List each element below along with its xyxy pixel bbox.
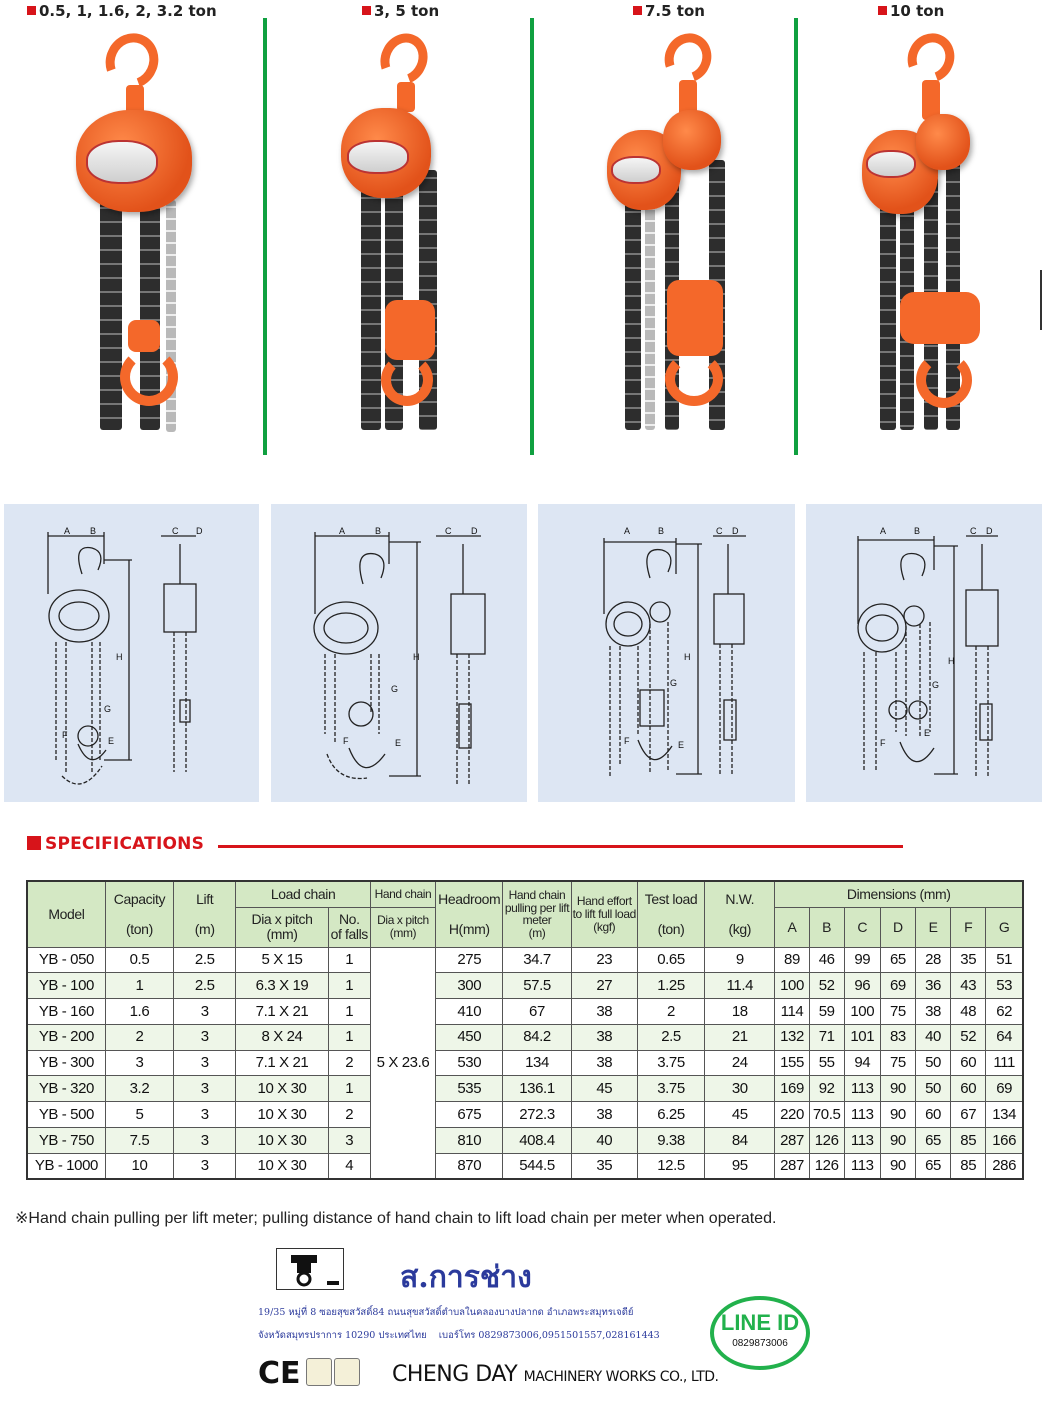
- product-label-1: 0.5, 1, 1.6, 2, 3.2 ton: [27, 2, 217, 20]
- svg-text:G: G: [932, 680, 940, 690]
- hoist-photo-small: [70, 30, 220, 435]
- cell-c: 101: [844, 1024, 880, 1050]
- cell-load_chain: 10 X 30: [236, 1076, 328, 1102]
- svg-text:D: D: [196, 526, 203, 536]
- cell-e: 60: [915, 1102, 950, 1128]
- cell-nw: 11.4: [705, 973, 775, 999]
- cell-a: 132: [775, 1024, 809, 1050]
- dimension-diagram-2: [271, 504, 527, 802]
- header-dim-a: A: [775, 907, 809, 947]
- cell-capacity: 3: [105, 1050, 173, 1076]
- header-dim-b: B: [809, 907, 844, 947]
- cell-a: 100: [775, 973, 809, 999]
- cell-test: 12.5: [637, 1153, 704, 1179]
- svg-text:H: H: [684, 652, 691, 662]
- cell-test: 3.75: [637, 1076, 704, 1102]
- cell-pulling: 272.3: [503, 1102, 571, 1128]
- cell-f: 85: [951, 1153, 986, 1179]
- cell-nw: 21: [705, 1024, 775, 1050]
- product-separator: [263, 18, 267, 455]
- cell-f: 60: [951, 1076, 986, 1102]
- cell-f: 67: [951, 1102, 986, 1128]
- cell-lift: 3: [174, 1050, 236, 1076]
- product-separator: [794, 18, 798, 455]
- cell-test: 6.25: [637, 1102, 704, 1128]
- cell-g: 111: [986, 1050, 1023, 1076]
- cell-e: 28: [915, 947, 950, 973]
- hoist-logo-icon: [277, 1249, 345, 1291]
- cell-test: 9.38: [637, 1128, 704, 1154]
- cell-g: 286: [986, 1153, 1023, 1179]
- hoist-photo-medium: [335, 30, 455, 435]
- cell-b: 46: [809, 947, 844, 973]
- diagram-svg-2: [271, 504, 527, 802]
- cell-c: 96: [844, 973, 880, 999]
- cell-b: 55: [809, 1050, 844, 1076]
- cell-e: 50: [915, 1050, 950, 1076]
- cell-g: 62: [986, 999, 1023, 1025]
- cell-d: 90: [880, 1153, 915, 1179]
- cell-c: 113: [844, 1153, 880, 1179]
- cell-headroom: 450: [436, 1024, 503, 1050]
- cell-f: 52: [951, 1024, 986, 1050]
- cell-model: YB - 1000: [27, 1153, 105, 1179]
- header-hand-chain: Hand chain: [370, 881, 435, 907]
- svg-text:H: H: [948, 656, 955, 666]
- diagram-svg-3: [538, 504, 795, 802]
- cell-effort: 38: [571, 1102, 637, 1128]
- address-line-2: จังหวัดสมุทรปราการ 10290 ประเทศไทย เบอร์โทร 0829873006,0951501557,028161443: [258, 1330, 660, 1341]
- specifications-table-body: [27, 947, 1023, 1179]
- cell-falls: 1: [328, 999, 370, 1025]
- svg-text:C: C: [172, 526, 179, 536]
- cell-lift: 2.5: [174, 973, 236, 999]
- cell-capacity: 3.2: [105, 1076, 173, 1102]
- red-square-icon: [27, 6, 36, 15]
- cell-pulling: 134: [503, 1050, 571, 1076]
- cell-lift: 2.5: [174, 947, 236, 973]
- header-headroom: Headroom H(mm): [436, 881, 503, 947]
- cell-a: 155: [775, 1050, 809, 1076]
- cell-lift: 3: [174, 1153, 236, 1179]
- cell-b: 71: [809, 1024, 844, 1050]
- cell-a: 287: [775, 1128, 809, 1154]
- header-nw: N.W. (kg): [705, 881, 775, 947]
- cell-d: 75: [880, 999, 915, 1025]
- cell-a: 287: [775, 1153, 809, 1179]
- dimension-diagram-1: [4, 504, 259, 802]
- ce-mark: CE: [258, 1356, 301, 1391]
- table-row: [27, 1050, 1023, 1076]
- svg-text:G: G: [391, 684, 399, 694]
- cell-test: 1.25: [637, 973, 704, 999]
- cell-load_chain: 5 X 15: [236, 947, 328, 973]
- cell-d: 69: [880, 973, 915, 999]
- table-row: [27, 1076, 1023, 1102]
- svg-text:A: A: [339, 526, 346, 536]
- cell-nw: 24: [705, 1050, 775, 1076]
- header-pulling: Hand chain pulling per lift meter (m): [503, 881, 571, 947]
- table-row: [27, 973, 1023, 999]
- cell-model: YB - 100: [27, 973, 105, 999]
- cell-headroom: 530: [436, 1050, 503, 1076]
- cell-model: YB - 300: [27, 1050, 105, 1076]
- cell-b: 52: [809, 973, 844, 999]
- address-line-1: 19/35 หมู่ที่ 8 ซอยสุขสวัสดิ์84 ถนนสุขสวัสดิ์ตำบลในคลองบางปลากด อำเภอพระสมุทรเจดีย์: [258, 1307, 634, 1318]
- svg-text:B: B: [375, 526, 382, 536]
- diagram-svg-4: [806, 504, 1042, 802]
- cell-lift: 3: [174, 1128, 236, 1154]
- cell-pulling: 408.4: [503, 1128, 571, 1154]
- cell-test: 0.65: [637, 947, 704, 973]
- svg-text:F: F: [62, 730, 68, 740]
- cell-g: 69: [986, 1076, 1023, 1102]
- cell-b: 126: [809, 1128, 844, 1154]
- cell-f: 35: [951, 947, 986, 973]
- cell-f: 85: [951, 1128, 986, 1154]
- cell-nw: 95: [705, 1153, 775, 1179]
- cell-falls: 2: [328, 1050, 370, 1076]
- cell-load_chain: 7.1 X 21: [236, 1050, 328, 1076]
- svg-text:G: G: [104, 704, 112, 714]
- cell-e: 36: [915, 973, 950, 999]
- cell-model: YB - 320: [27, 1076, 105, 1102]
- cell-capacity: 5: [105, 1102, 173, 1128]
- cell-g: 166: [986, 1128, 1023, 1154]
- header-model: Model: [27, 881, 105, 947]
- cell-c: 113: [844, 1128, 880, 1154]
- svg-text:D: D: [986, 526, 993, 536]
- cell-nw: 9: [705, 947, 775, 973]
- cell-capacity: 1: [105, 973, 173, 999]
- header-dimensions: Dimensions (mm): [775, 881, 1023, 907]
- svg-text:B: B: [90, 526, 97, 536]
- cell-model: YB - 750: [27, 1128, 105, 1154]
- company-name-thai: ส.การช่าง: [400, 1260, 532, 1295]
- red-square-icon: [362, 6, 371, 15]
- cell-effort: 45: [571, 1076, 637, 1102]
- cell-e: 40: [915, 1024, 950, 1050]
- cell-b: 70.5: [809, 1102, 844, 1128]
- cell-c: 94: [844, 1050, 880, 1076]
- manufacturer-name: CHENG DAY MACHINERY WORKS CO., LTD.: [392, 1362, 719, 1387]
- cell-b: 92: [809, 1076, 844, 1102]
- cell-capacity: 2: [105, 1024, 173, 1050]
- cell-effort: 38: [571, 1024, 637, 1050]
- cell-pulling: 67: [503, 999, 571, 1025]
- table-row: [27, 1153, 1023, 1179]
- cell-e: 50: [915, 1076, 950, 1102]
- svg-text:A: A: [64, 526, 71, 536]
- name-plate: [86, 140, 158, 184]
- cell-load_chain: 6.3 X 19: [236, 973, 328, 999]
- header-lift: Lift (m): [174, 881, 236, 947]
- hoist-photo-xlarge: [860, 30, 980, 435]
- cell-falls: 1: [328, 947, 370, 973]
- cell-effort: 38: [571, 999, 637, 1025]
- dimension-diagram-3: [538, 504, 795, 802]
- cell-falls: 4: [328, 1153, 370, 1179]
- cell-headroom: 810: [436, 1128, 503, 1154]
- company-logo: [276, 1248, 344, 1290]
- certification-icon: [306, 1358, 332, 1386]
- svg-text:E: E: [678, 740, 685, 750]
- footnote: ※Hand chain pulling per lift meter; pulling distance of hand chain to lift load chain per meter when operated.: [15, 1210, 777, 1227]
- cell-capacity: 10: [105, 1153, 173, 1179]
- cell-load_chain: 7.1 X 21: [236, 999, 328, 1025]
- cell-nw: 84: [705, 1128, 775, 1154]
- cell-a: 89: [775, 947, 809, 973]
- cell-d: 65: [880, 947, 915, 973]
- cell-pulling: 57.5: [503, 973, 571, 999]
- cell-falls: 1: [328, 1024, 370, 1050]
- cell-load_chain: 10 X 30: [236, 1153, 328, 1179]
- svg-text:D: D: [732, 526, 739, 536]
- cell-pulling: 136.1: [503, 1076, 571, 1102]
- svg-text:C: C: [970, 526, 977, 536]
- table-row: [27, 947, 1023, 973]
- cell-effort: 23: [571, 947, 637, 973]
- line-id-number: 0829873006: [732, 1338, 788, 1349]
- product-label-4: 10 ton: [878, 2, 944, 20]
- cell-model: YB - 160: [27, 999, 105, 1025]
- cell-e: 65: [915, 1153, 950, 1179]
- specifications-title: SPECIFICATIONS: [27, 834, 204, 854]
- cell-b: 59: [809, 999, 844, 1025]
- header-dim-d: D: [880, 907, 915, 947]
- cell-c: 99: [844, 947, 880, 973]
- svg-text:C: C: [716, 526, 723, 536]
- svg-text:D: D: [471, 526, 478, 536]
- header-dim-f: F: [951, 907, 986, 947]
- header-dim-e: E: [915, 907, 950, 947]
- cell-c: 100: [844, 999, 880, 1025]
- svg-text:A: A: [624, 526, 631, 536]
- cell-hand-chain: 5 X 23.6: [370, 947, 435, 1179]
- cell-g: 53: [986, 973, 1023, 999]
- table-row: [27, 1102, 1023, 1128]
- svg-text:F: F: [343, 736, 349, 746]
- cell-lift: 3: [174, 1076, 236, 1102]
- cell-lift: 3: [174, 999, 236, 1025]
- cell-g: 51: [986, 947, 1023, 973]
- cell-nw: 30: [705, 1076, 775, 1102]
- cell-c: 113: [844, 1102, 880, 1128]
- dimension-diagram-4: [806, 504, 1042, 802]
- cell-effort: 38: [571, 1050, 637, 1076]
- header-capacity: Capacity (ton): [105, 881, 173, 947]
- table-row: [27, 1128, 1023, 1154]
- header-load-chain: Load chain: [236, 881, 371, 907]
- cell-falls: 2: [328, 1102, 370, 1128]
- cell-load_chain: 10 X 30: [236, 1102, 328, 1128]
- cell-nw: 45: [705, 1102, 775, 1128]
- cell-g: 64: [986, 1024, 1023, 1050]
- cell-load_chain: 8 X 24: [236, 1024, 328, 1050]
- cell-d: 90: [880, 1102, 915, 1128]
- svg-text:F: F: [624, 736, 630, 746]
- header-effort: Hand effort to lift full load (kgf): [571, 881, 637, 947]
- cell-c: 113: [844, 1076, 880, 1102]
- cell-nw: 18: [705, 999, 775, 1025]
- cell-test: 2.5: [637, 1024, 704, 1050]
- cell-pulling: 544.5: [503, 1153, 571, 1179]
- cell-headroom: 410: [436, 999, 503, 1025]
- svg-text:H: H: [413, 652, 420, 662]
- cell-f: 43: [951, 973, 986, 999]
- diagram-svg-1: [4, 504, 259, 802]
- cell-a: 220: [775, 1102, 809, 1128]
- cell-headroom: 275: [436, 947, 503, 973]
- svg-text:C: C: [445, 526, 452, 536]
- cell-a: 114: [775, 999, 809, 1025]
- red-square-icon: [878, 6, 887, 15]
- cell-capacity: 1.6: [105, 999, 173, 1025]
- svg-text:E: E: [108, 736, 115, 746]
- cell-model: YB - 500: [27, 1102, 105, 1128]
- bottom-hook: [120, 348, 178, 406]
- header-dim-g: G: [986, 907, 1023, 947]
- svg-text:B: B: [914, 526, 921, 536]
- red-square-icon: [27, 836, 41, 850]
- title-underline: [218, 845, 903, 848]
- cell-f: 48: [951, 999, 986, 1025]
- cell-model: YB - 200: [27, 1024, 105, 1050]
- quality-seal-icon: [334, 1358, 360, 1386]
- line-id-badge[interactable]: [710, 1296, 810, 1370]
- cell-model: YB - 050: [27, 947, 105, 973]
- cell-d: 90: [880, 1076, 915, 1102]
- svg-text:F: F: [880, 738, 886, 748]
- cell-pulling: 84.2: [503, 1024, 571, 1050]
- cell-e: 65: [915, 1128, 950, 1154]
- cell-d: 75: [880, 1050, 915, 1076]
- cell-lift: 3: [174, 1024, 236, 1050]
- table-row: [27, 1024, 1023, 1050]
- header-dim-c: C: [844, 907, 880, 947]
- cell-capacity: 7.5: [105, 1128, 173, 1154]
- cell-d: 90: [880, 1128, 915, 1154]
- svg-text:A: A: [880, 526, 887, 536]
- cell-test: 3.75: [637, 1050, 704, 1076]
- cell-falls: 1: [328, 973, 370, 999]
- product-separator: [530, 18, 534, 455]
- cell-effort: 27: [571, 973, 637, 999]
- line-id-label: LINE ID: [720, 1310, 800, 1335]
- table-row: [27, 999, 1023, 1025]
- cell-falls: 3: [328, 1128, 370, 1154]
- svg-text:H: H: [116, 652, 123, 662]
- cell-headroom: 675: [436, 1102, 503, 1128]
- cell-d: 83: [880, 1024, 915, 1050]
- cell-pulling: 34.7: [503, 947, 571, 973]
- cell-falls: 1: [328, 1076, 370, 1102]
- svg-text:B: B: [658, 526, 665, 536]
- cell-headroom: 300: [436, 973, 503, 999]
- cell-g: 134: [986, 1102, 1023, 1128]
- hoist-photo-large: [605, 30, 745, 435]
- svg-text:E: E: [395, 738, 402, 748]
- cell-headroom: 535: [436, 1076, 503, 1102]
- specifications-table: [26, 880, 1024, 1180]
- header-hand-dia: Dia x pitch (mm): [370, 907, 435, 947]
- cell-lift: 3: [174, 1102, 236, 1128]
- cell-headroom: 870: [436, 1153, 503, 1179]
- cell-e: 38: [915, 999, 950, 1025]
- cell-capacity: 0.5: [105, 947, 173, 973]
- product-label-2: 3, 5 ton: [362, 2, 439, 20]
- cell-b: 126: [809, 1153, 844, 1179]
- red-square-icon: [633, 6, 642, 15]
- cell-load_chain: 10 X 30: [236, 1128, 328, 1154]
- svg-text:E: E: [924, 728, 931, 738]
- cell-f: 60: [951, 1050, 986, 1076]
- svg-text:G: G: [670, 678, 678, 688]
- header-load-dia: Dia x pitch (mm): [236, 907, 328, 947]
- cell-a: 169: [775, 1076, 809, 1102]
- cell-effort: 40: [571, 1128, 637, 1154]
- header-falls: No. of falls: [328, 907, 370, 947]
- cell-effort: 35: [571, 1153, 637, 1179]
- cell-test: 2: [637, 999, 704, 1025]
- product-label-3: 7.5 ton: [633, 2, 705, 20]
- header-test-load: Test load (ton): [637, 881, 704, 947]
